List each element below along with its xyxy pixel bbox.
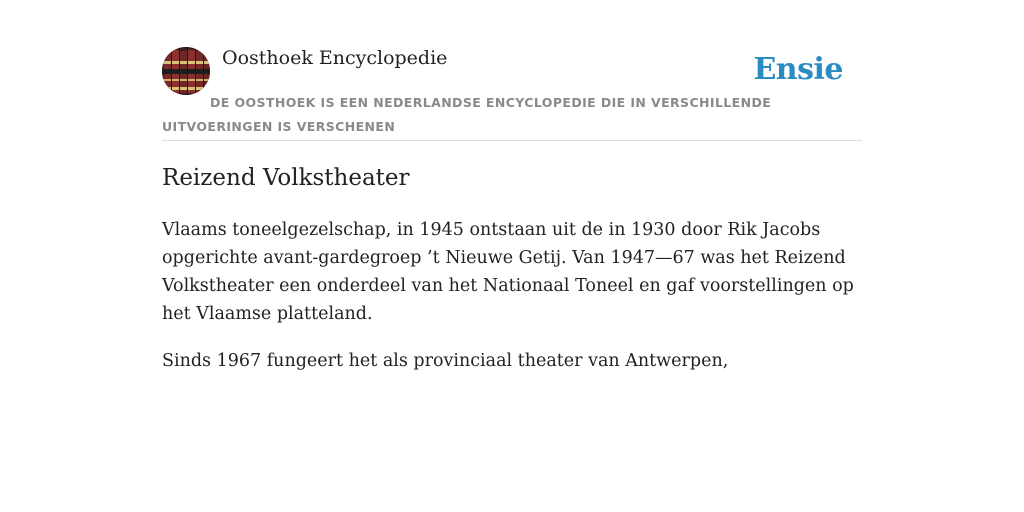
source-header (162, 46, 862, 141)
article-title: Reizend Volkstheater (162, 165, 410, 191)
article-paragraph: Sinds 1967 fungeert het als provinciaal theater van Antwerpen, (162, 351, 729, 371)
ensie-logo-link[interactable]: Ensie (753, 52, 843, 87)
article-paragraph: Vlaams toneelgezelschap, in 1945 ontstaan uit de in 1930 door Rik Jacobs opgerichte avant-gardegroep ’t Nieuwe Getij. Van 1947—67 was het Reizend Volkstheater een onderdeel van het Nationaal Toneel en gaf voorstellingen op het Vlaamse platteland. (162, 220, 854, 324)
encyclopedia-books-icon[interactable] (162, 47, 210, 95)
source-name-link[interactable]: Oosthoek Encyclopedie (222, 47, 448, 69)
article-body (162, 216, 862, 394)
source-description: DE OOSTHOEK IS EEN NEDERLANDSE ENCYCLOPEDIE DIE IN VERSCHILLENDE UITVOERINGEN IS VERSCHENEN (162, 95, 772, 134)
